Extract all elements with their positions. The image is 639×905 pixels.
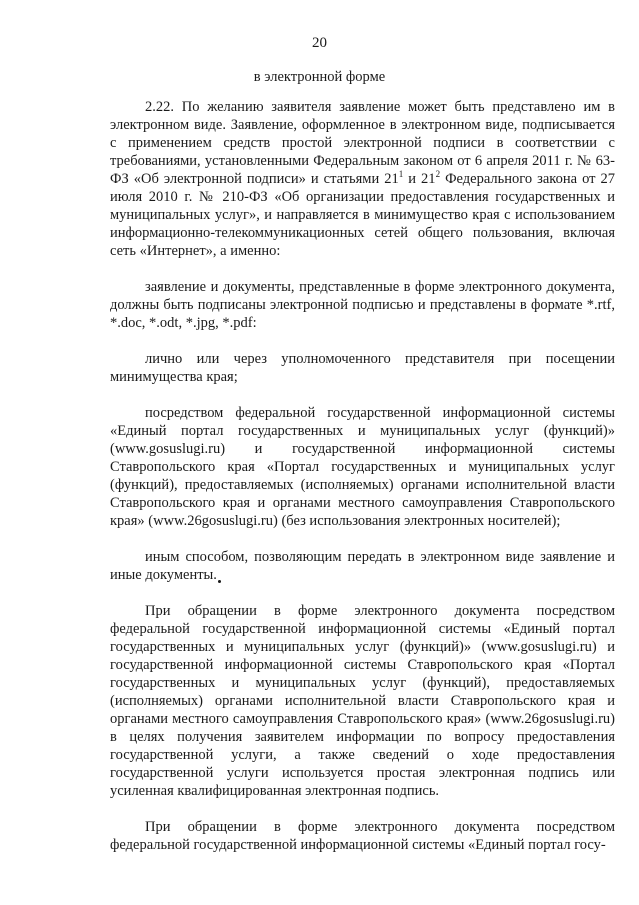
list-item-signature-format: заявление и документы, представленные в форме электронного документа, должны быть подписаны электронной подписью и представлены в формате *.rtf, *.doc, *.odt, *.jpg, *.pdf: — [110, 279, 615, 331]
document-body — [110, 98, 615, 854]
superscript-2: 2 — [435, 169, 441, 179]
list-item-portals: посредством федеральной государственной информационной системы «Единый портал государственных и муниципальных услуг (функций)» (www.gosuslugi.ru) и государственной информационной системы Ставропольского края «Портал государственных и муниципальных услуг (функций), предоставляемых (исполняемых) органами исполнительной власти Ставропольского края и органами местного самоуправления Ставропольского края» (www.26gosuslugi.ru) (без использования электронных носителей); — [110, 405, 615, 529]
paragraph-2-22-text-a: 2.22. По желанию заявителя заявление может быть представлено им в электронном виде. Заявление, оформленное в электронном виде, подписывается с применением средств простой электронной подписи в соответствии с требованиями, установленными Федеральным законом от 6 апреля 2011 г. № 63-ФЗ «Об электронной подписи» и статьями 21 — [110, 99, 615, 187]
paragraph-2-22-text-b: и 21 — [403, 171, 436, 187]
paragraph-electronic-signature: При обращении в форме электронного документа посредством федеральной государственной информационной системы «Единый портал государственных и муниципальных услуг (функций)» (www.gosuslugi.ru) и государственной информационной системы Ставропольского края «Портал государственных и муниципальных услуг (функций), предоставляемых (исполняемых) органами исполнительной власти Ставропольского края и органами местного самоуправления Ставропольского края» (www.26gosuslugi.ru) в целях получения заявителем информации по вопросу предоставления государственной услуги, а также сведений о ходе предоставления государственной услуги используется простая электронная подпись или усиленная квалифицированная электронная подпись. — [110, 603, 615, 799]
paragraph-continued: При обращении в форме электронного документа посредством федеральной государственной информационной системы «Единый портал госу- — [110, 819, 615, 853]
list-item-personal-visit: лично или через уполномоченного представителя при посещении минимущества края; — [110, 351, 615, 385]
scan-dot-mark — [218, 580, 221, 583]
list-item-other-method: иным способом, позволяющим передать в электронном виде заявление и иные документы. — [110, 549, 615, 583]
paragraph-2-22-text-c: Федерального закона от 27 июля 2010 г. № 210-ФЗ «Об организации предоставления государственных и муниципальных услуг», и направляется в минимущество края с использованием информационно-телекоммуникационных сетей общего пользования, включая сеть «Интернет», а именно: — [110, 171, 615, 259]
section-heading-tail: в электронной форме — [253, 69, 386, 85]
page-number: 20 — [312, 35, 327, 51]
superscript-1: 1 — [398, 169, 404, 179]
paragraph-2-22 — [110, 98, 615, 260]
